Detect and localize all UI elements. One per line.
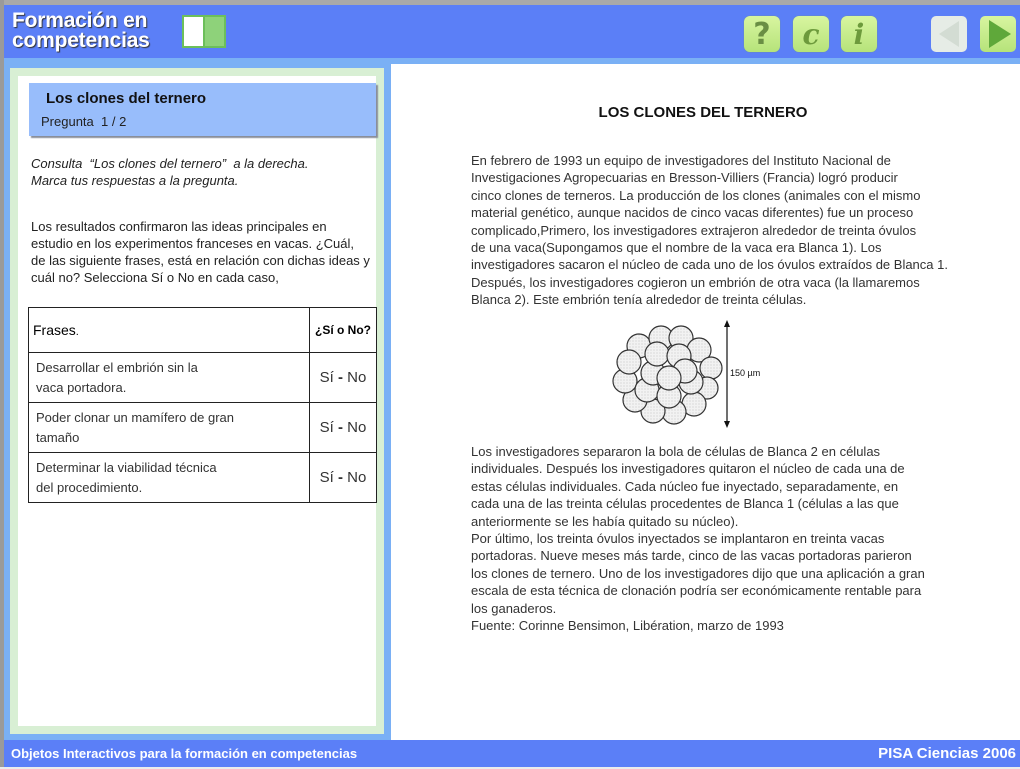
app-title-line1: Formación en: [12, 9, 148, 32]
no-option[interactable]: No: [347, 369, 367, 386]
info-button[interactable]: [841, 16, 877, 52]
text-line: Investigaciones Agropecuarias en Bresson-Villiers (Francia) logró producir: [471, 170, 898, 186]
text-line: cinco clones de terneros. La producción de los clones (animales con el mismo: [471, 187, 921, 203]
question-panel-frame: [10, 68, 384, 734]
phrase-line: Determinar la viabilidad técnica: [36, 459, 217, 475]
app-footer: [4, 740, 1020, 767]
phrase-line: Poder clonar un mamífero de gran: [36, 409, 234, 425]
embryo-cell-cluster-figure: [599, 316, 779, 434]
counter-label: Pregunta: [41, 114, 94, 129]
yes-option[interactable]: Sí: [319, 469, 334, 486]
question-panel-content: [18, 76, 376, 726]
phrase-line: tamaño: [36, 429, 80, 445]
phrase-line: vaca portadora.: [36, 379, 127, 395]
footer-right-text: PISA Ciencias 2006: [878, 745, 1016, 762]
text-line: En febrero de 1993 un equipo de investigadores del Instituto Nacional de: [471, 153, 891, 168]
text-line: Después, los investigadores cogieron un embrión de otra vaca (la llamaremos: [471, 274, 920, 290]
answer-cell: [310, 403, 377, 453]
option-separator: -: [338, 369, 343, 386]
phrase-cell: [29, 353, 310, 403]
reading-paragraph-2: [471, 443, 1001, 634]
scale-label: 150 µm: [730, 368, 761, 378]
question-title: Los clones del ternero: [46, 90, 207, 107]
header-answer: ¿Sí o No?: [310, 308, 377, 353]
app-header: [4, 5, 1020, 58]
help-icon: ?: [753, 16, 771, 52]
text-line: material genético, aunque nacidos de cinco vacas diferentes) fue un proceso: [471, 205, 914, 221]
credits-icon: c: [802, 17, 820, 51]
yes-option[interactable]: Sí: [319, 369, 334, 386]
table-row: [29, 453, 377, 503]
source-citation: Fuente: Corinne Bensimon, Libération, marzo de 1993: [471, 618, 784, 634]
no-option[interactable]: No: [347, 419, 367, 436]
text-line: anteriormente se les había quitado su núcleo).: [471, 513, 739, 529]
credits-button[interactable]: [793, 16, 829, 52]
reading-panel: [391, 64, 1020, 740]
layout-left-pane-icon: [184, 17, 203, 46]
text-line: cada una de las treinta células procedentes de Blanca 1 (células a las que: [471, 496, 899, 512]
table-header-row: [29, 308, 377, 353]
text-line: Por último, los treinta óvulos inyectados se implantaron en treinta vacas: [471, 531, 885, 547]
option-separator: -: [338, 469, 343, 486]
phrase-line: Desarrollar el embrión sin la: [36, 359, 198, 375]
arrow-left-icon: [939, 21, 959, 47]
answer-cell: [310, 453, 377, 503]
text-line: los clones de ternero. Uno de los investigadores dijo que una aplicación a gran: [471, 565, 925, 581]
counter-total: 2: [119, 114, 127, 129]
text-line: escala de esta técnica de clonación podría ser económicamente rentable para: [471, 583, 922, 599]
table-row: [29, 353, 377, 403]
header-phrases-label: Frases: [33, 322, 76, 338]
next-button[interactable]: [980, 16, 1016, 52]
no-option[interactable]: No: [347, 469, 367, 486]
header-phrases-dot: .: [75, 326, 79, 338]
text-line: de una vaca(Supongamos que el nombre de la vaca era Blanca 1). Los: [471, 240, 882, 256]
layout-toggle-button[interactable]: [182, 15, 226, 48]
phrase-line: del procedimiento.: [36, 479, 143, 495]
previous-button[interactable]: [931, 16, 967, 52]
reading-title: LOS CLONES DEL TERNERO: [598, 104, 808, 121]
answer-table: [28, 307, 377, 503]
text-line: complicado,Primero, los investigadores extrajeron alrededor de treinta óvulos: [471, 222, 917, 238]
text-line: estas células individuales. Cada núcleo fue inyectado, separadamente, en: [471, 478, 899, 494]
table-row: [29, 403, 377, 453]
yes-option[interactable]: Sí: [319, 419, 334, 436]
option-separator: -: [338, 419, 343, 436]
layout-right-pane-icon: [205, 17, 224, 46]
text-line: investigadores sacaron el núcleo de cada uno de los óvulos extraídos de Blanca 1.: [471, 257, 948, 273]
instructions-line: Consulta “Los clones del ternero” a la derecha.: [31, 156, 309, 171]
arrow-right-icon: [989, 20, 1011, 48]
reading-paragraph-1: [471, 152, 1001, 309]
cell-cluster: [613, 326, 722, 424]
text-line: Blanca 2). Este embrión tenía alrededor de treinta células.: [471, 292, 807, 308]
help-button[interactable]: [744, 16, 780, 52]
text-line: individuales. Después los investigadores quitaron el núcleo de cada una de: [471, 461, 905, 477]
app-title-line2: competencias: [12, 29, 150, 52]
question-text: Los resultados confirmaron las ideas principales en estudio en los experimentos franceses en vacas. ¿Cuál, de las siguiente frases, está en relación con dichas ideas y cuál no? Selecciona Sí o No en cada caso,: [31, 219, 370, 285]
question-header: [29, 83, 376, 136]
question-panel: [4, 64, 391, 740]
info-icon: i: [853, 17, 865, 51]
phrase-cell: [29, 453, 310, 503]
phrase-cell: [29, 403, 310, 453]
text-line: Los investigadores separaron la bola de células de Blanca 2 en células: [471, 444, 881, 459]
answer-cell: [310, 353, 377, 403]
counter-separator: /: [111, 114, 116, 129]
counter-current: 1: [101, 114, 109, 129]
app-title: [12, 11, 150, 51]
text-line: los ganaderos.: [471, 600, 557, 616]
footer-left-text: Objetos Interactivos para la formación en competencias: [11, 746, 358, 761]
instructions-line: Marca tus respuestas a la pregunta.: [31, 173, 239, 188]
text-line: portadoras. Nueve meses más tarde, cinco de las vacas portadoras parieron: [471, 548, 912, 564]
question-counter: [41, 114, 126, 129]
instructions-text: [31, 155, 366, 189]
header-phrases: [29, 308, 310, 353]
